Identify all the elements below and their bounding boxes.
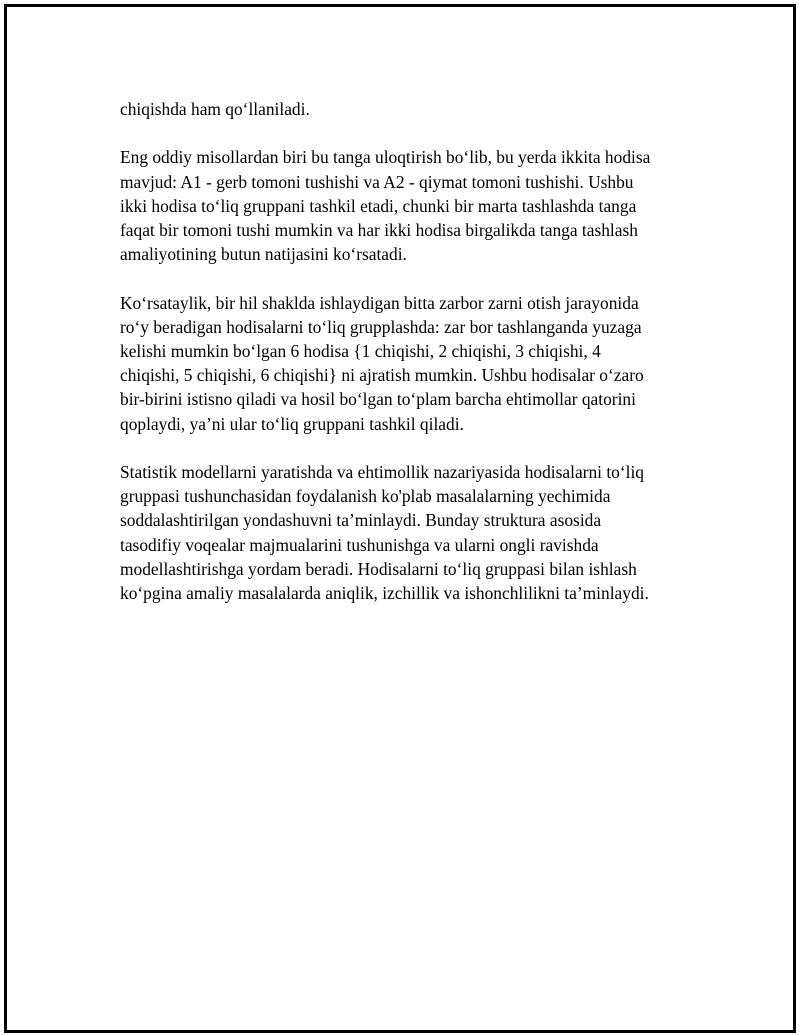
- paragraph-1: chiqishda ham qo‘llaniladi.: [120, 99, 310, 119]
- paragraph-4: Statistik modellarni yaratishda va ehtimollik nazariyasida hodisalarni to‘liq gruppasi tushunchasidan foydalanish ko'plab masalalarning yechimida soddalashtirilgan yondashuvni ta’minlaydi. Bunday struktura asosida tasodifiy voqealar majmualarini tushunishga va ularni ongli ravishda modellashtirishga yordam beradi. Hodisalarni to‘liq gruppasi bilan ishlash ko‘pgina amaliy masalalarda aniqlik, izchillik va ishonchlilikni ta’minlaydi.: [120, 462, 649, 604]
- paragraph-2: Eng oddiy misollardan biri bu tanga uloqtirish bo‘lib, bu yerda ikkita hodisa mavjud: A1 - gerb tomoni tushishi va A2 - qiymat tomoni tushishi. Ushbu ikki hodisa to‘liq gruppani tashkil etadi, chunki bir marta tashlashda tanga faqat bir tomoni tushi mumkin va har ikki hodisa birgalikda tanga tashlash amaliyotining butun natijasini ko‘rsatadi.: [120, 147, 651, 265]
- document-body: [120, 97, 710, 629]
- page-frame: [4, 4, 796, 1033]
- paragraph-3: Ko‘rsataylik, bir hil shaklda ishlaydigan bitta zarbor zarni otish jarayonida ro‘y beradigan hodisalarni to‘liq grupplashda: zar bor tashlanganda yuzaga kelishi mumkin bo‘lgan 6 hodisa {1 chiqishi, 2 chiqishi, 3 chiqishi, 4 chiqishi, 5 chiqishi, 6 chiqishi} ni ajratish mumkin. Ushbu hodisalar o‘zaro bir-birini istisno qiladi va hosil bo‘lgan to‘plam barcha ehtimollar qatorini qoplaydi, ya’ni ular to‘liq gruppani tashkil qiladi.: [120, 292, 644, 434]
